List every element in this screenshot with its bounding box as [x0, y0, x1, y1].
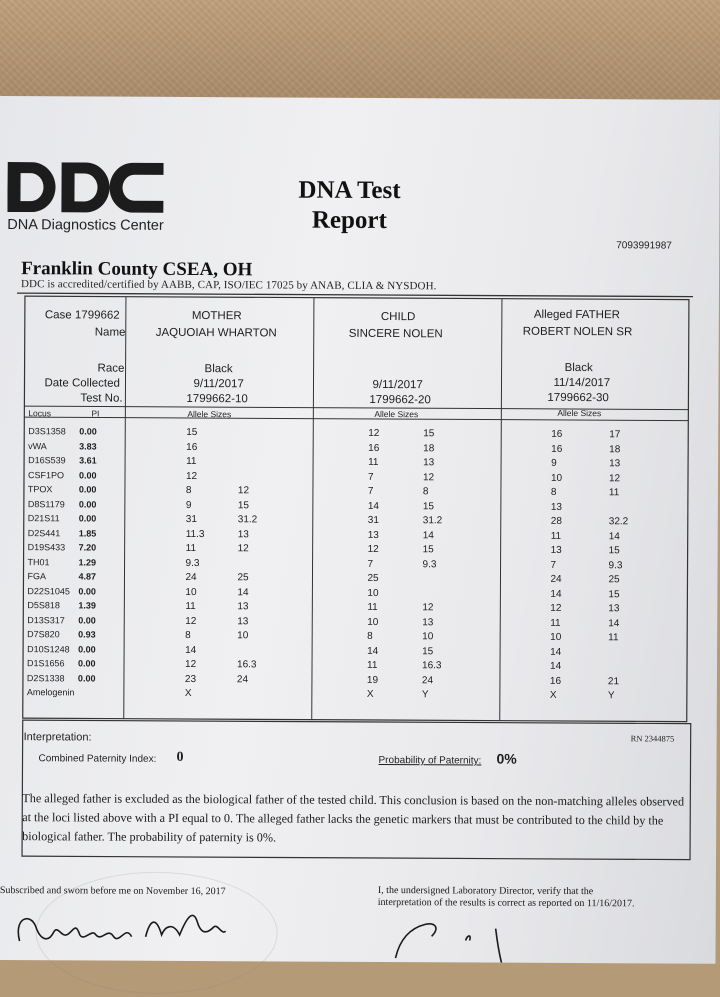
locus-name: Amelogenin — [26, 687, 75, 698]
father-allele-1: 16 — [551, 443, 563, 455]
child-allele-2: 8 — [422, 486, 429, 498]
child-allele-2: 13 — [422, 616, 434, 628]
father-date: 11/14/2017 — [553, 376, 611, 390]
carpet-background — [0, 0, 720, 100]
father-heading: Alleged FATHER — [533, 308, 620, 322]
locus-name: D7S820 — [27, 629, 60, 640]
locus-name: vWA — [28, 440, 47, 451]
father-allele-1: 14 — [550, 588, 562, 600]
mother-allele-2: 25 — [237, 572, 249, 584]
mother-allele-2: 13 — [237, 601, 249, 613]
name-label: Name — [94, 326, 126, 339]
mother-allele-1: 23 — [184, 673, 197, 685]
child-allele-1: 8 — [367, 630, 373, 642]
mother-allele-2: 24 — [236, 673, 249, 685]
child-allele-2: 13 — [423, 457, 435, 469]
mother-allele-1: 8 — [185, 484, 192, 497]
pi-col-header: PI — [91, 408, 100, 419]
father-allele-1: 7 — [550, 559, 557, 571]
mother-allele-1: 24 — [185, 571, 197, 584]
race-label: Race — [97, 362, 125, 375]
mother-allele-2: 13 — [237, 615, 249, 627]
father-allele-1: 10 — [550, 472, 563, 484]
report-paper — [0, 96, 720, 964]
father-allele-1: 11 — [550, 530, 562, 542]
pi-value: 0.00 — [78, 469, 97, 481]
pi-value: 1.39 — [78, 600, 96, 611]
test-no-label: Test No. — [80, 392, 123, 405]
pi-value: 0.93 — [78, 629, 96, 640]
pi-value: 1.29 — [78, 556, 97, 568]
father-allele-1: 10 — [550, 631, 562, 643]
father-allele-1: 14 — [549, 660, 562, 672]
locus-name: TPOX — [27, 484, 53, 495]
pi-value: 4.87 — [78, 571, 97, 582]
pi-value: 3.61 — [79, 455, 97, 466]
case-label: Case 1799662 — [44, 309, 120, 322]
pi-value: 0.00 — [77, 672, 96, 684]
mother-allele-1: 31 — [185, 513, 197, 526]
rn-number: RN 2344875 — [630, 733, 675, 744]
pi-value: 0.00 — [78, 658, 96, 669]
locus-name: D16S539 — [28, 455, 66, 466]
father-allele-1: 12 — [550, 602, 562, 614]
child-allele-2: 18 — [423, 442, 435, 454]
pi-value: 0.00 — [79, 426, 97, 437]
mother-allele-1: 12 — [185, 470, 198, 482]
child-allele-2: 16.3 — [421, 660, 442, 672]
child-allele-1: 11 — [367, 601, 378, 613]
mother-allele-1: 11 — [185, 542, 197, 555]
father-allele-2: 11 — [608, 632, 619, 644]
child-allele-2: 15 — [422, 500, 435, 512]
child-allele-1: 10 — [367, 587, 379, 599]
probability-value: 0% — [496, 750, 517, 767]
pi-value: 0.00 — [78, 498, 97, 510]
pi-value: 0.00 — [78, 614, 96, 626]
child-allele-2: 9.3 — [422, 558, 437, 570]
locus-col-header: Locus — [28, 408, 52, 419]
child-heading: CHILD — [380, 310, 416, 324]
father-allele-2: Y — [607, 690, 615, 702]
child-allele-1: 16 — [368, 442, 380, 454]
locus-name: D10S1248 — [27, 643, 70, 654]
father-allele-2: 12 — [608, 472, 621, 484]
mother-allele-2: 14 — [237, 586, 249, 598]
father-allele-2: 15 — [608, 545, 620, 557]
interpretation-text: The alleged father is excluded as the biological father of the tested child. This conclusion is based on the non-matching alleles observed at the loci listed above with a PI equal to 0. The alleged father lacks the genetic markers that must be contributed to the child by the biological father. The probability of paternity is 0%. — [22, 791, 685, 845]
child-allele-1: 7 — [367, 558, 374, 570]
document-number: 7093991987 — [616, 240, 672, 252]
date-collected-label: Date Collected — [44, 377, 120, 390]
child-name: SINCERE NOLEN — [348, 327, 443, 341]
pi-value: 0.00 — [78, 484, 97, 495]
accreditation-line: DDC is accredited/certified by AABB, CAP, ISO/IEC 17025 by ANAB, CLIA & NYSDOH. — [20, 278, 437, 293]
probability-label: Probability of Paternity: — [378, 754, 482, 767]
father-allele-1: 8 — [550, 486, 557, 498]
mother-allele-2: 16.3 — [236, 659, 257, 671]
cpi-value: 0 — [176, 749, 184, 765]
mother-allele-1: 10 — [185, 586, 197, 598]
mother-testno: 1799662-10 — [186, 392, 248, 406]
child-allele-1: 7 — [367, 471, 374, 483]
father-allele-2: 32.2 — [608, 516, 629, 528]
mother-race: Black — [204, 363, 233, 376]
pi-value: 0.00 — [78, 585, 96, 597]
child-allele-2: 12 — [422, 471, 435, 483]
father-allele-1: X — [549, 689, 557, 701]
interpretation-label: Interpretation: — [23, 731, 92, 744]
director-statement: I, the undersigned Laboratory Director, verify that the interpretation of the results is correct as reported on 11/16/2017. — [377, 884, 635, 910]
locus-name: D22S1045 — [27, 585, 70, 596]
pi-value: 3.83 — [79, 440, 97, 452]
father-allele-2: 25 — [608, 574, 620, 586]
locus-name: D1S1656 — [27, 658, 65, 669]
father-allele-2: 13 — [609, 458, 621, 470]
father-name: ROBERT NOLEN SR — [522, 325, 633, 339]
child-date: 9/11/2017 — [372, 378, 423, 392]
mother-allele-2: 12 — [237, 485, 250, 497]
child-allele-1: 19 — [366, 674, 379, 686]
mother-allele-1: 9 — [185, 499, 192, 511]
father-allele-2: 18 — [609, 443, 621, 455]
child-allele-1: 25 — [367, 572, 379, 584]
child-allele-header: Allele Sizes — [374, 408, 419, 420]
father-testno: 1799662-30 — [547, 391, 609, 405]
client-name: Franklin County CSEA, OH — [21, 258, 253, 281]
child-allele-1: 11 — [366, 659, 378, 671]
father-allele-header: Allele Sizes — [557, 407, 602, 419]
child-allele-2: 15 — [422, 544, 434, 556]
child-allele-1: 14 — [367, 500, 380, 512]
pi-value: 1.85 — [78, 527, 97, 539]
child-allele-1: X — [366, 688, 374, 700]
locus-name: D2S441 — [27, 527, 61, 538]
mother-allele-1: 16 — [186, 441, 198, 453]
child-allele-2: Y — [421, 689, 429, 701]
father-allele-1: 13 — [550, 501, 563, 513]
father-allele-2: 17 — [609, 429, 621, 441]
sworn-statement: Subscribed and sworn before me on November 16, 2017 — [0, 885, 226, 898]
child-allele-1: 11 — [368, 456, 379, 468]
father-allele-2: 11 — [608, 487, 620, 499]
mother-allele-1: 9.3 — [185, 557, 200, 569]
child-allele-2: 15 — [423, 428, 435, 440]
father-allele-2: 21 — [607, 675, 620, 687]
child-allele-2: 31.2 — [422, 515, 443, 527]
locus-name: D19S433 — [27, 542, 66, 553]
mother-allele-2: 12 — [237, 543, 249, 555]
father-allele-1: 14 — [550, 646, 562, 658]
locus-name: D2S1338 — [26, 672, 65, 683]
locus-name: D21S11 — [27, 513, 60, 524]
father-allele-2: 15 — [608, 588, 620, 600]
child-allele-1: 14 — [367, 645, 379, 657]
mother-allele-2: 13 — [237, 528, 249, 540]
logo-subtitle: DNA Diagnostics Center — [7, 217, 164, 234]
mother-allele-1: 15 — [186, 426, 198, 439]
father-allele-1: 16 — [549, 675, 562, 687]
child-allele-1: 7 — [367, 485, 374, 497]
father-allele-2: 13 — [608, 603, 620, 615]
father-allele-2: 14 — [608, 617, 620, 629]
child-allele-2: 24 — [421, 674, 434, 686]
mother-name: JAQUOIAH WHARTON — [155, 326, 277, 340]
mother-allele-1: 8 — [185, 629, 191, 642]
mother-allele-1: 12 — [185, 615, 197, 627]
report-title: DNA Test Report — [298, 176, 401, 235]
child-allele-2: 12 — [422, 602, 434, 614]
father-race: Black — [564, 361, 593, 375]
locus-name: D8S1179 — [27, 498, 65, 509]
child-allele-2: 14 — [422, 529, 434, 541]
father-allele-1: 24 — [550, 573, 562, 585]
locus-name: TH01 — [27, 556, 50, 567]
signatures — [0, 96, 720, 964]
mother-allele-1: 11 — [185, 600, 196, 613]
mother-allele-1: 11 — [186, 455, 197, 468]
locus-name: CSF1PO — [27, 469, 65, 480]
child-allele-1: 10 — [367, 616, 379, 628]
pi-value: 0.00 — [78, 643, 96, 655]
mother-allele-2: 10 — [237, 630, 249, 642]
mother-heading: MOTHER — [191, 310, 242, 323]
child-allele-2: 10 — [422, 631, 434, 643]
mother-allele-2: 31.2 — [237, 514, 258, 526]
mother-allele-1: 12 — [184, 658, 197, 671]
child-allele-1: 13 — [367, 529, 379, 541]
locus-name: D13S317 — [27, 614, 65, 625]
child-allele-2: 15 — [422, 645, 434, 657]
pi-value: 7.20 — [78, 542, 97, 553]
mother-allele-1: X — [184, 687, 192, 700]
mother-allele-1: 11.3 — [185, 528, 205, 540]
child-allele-1: 12 — [368, 427, 380, 439]
mother-date: 9/11/2017 — [193, 378, 244, 391]
father-allele-1: 9 — [551, 457, 557, 469]
father-allele-1: 16 — [551, 428, 563, 440]
father-allele-1: 11 — [550, 617, 561, 629]
mother-allele-2: 15 — [237, 499, 250, 511]
pi-value: 0.00 — [78, 513, 97, 524]
father-allele-1: 13 — [550, 544, 562, 556]
mother-allele-1: 14 — [185, 644, 197, 656]
child-allele-1: 31 — [367, 514, 379, 526]
locus-name: FGA — [27, 571, 47, 582]
child-testno: 1799662-20 — [369, 393, 431, 407]
locus-name: D5S818 — [27, 600, 60, 611]
cpi-label: Combined Paternity Index: — [38, 753, 157, 765]
locus-name: D3S1358 — [28, 426, 66, 437]
mother-allele-header: Allele Sizes — [187, 408, 232, 420]
child-allele-1: 12 — [367, 543, 379, 555]
father-allele-2: 14 — [608, 530, 620, 542]
father-allele-2: 9.3 — [608, 559, 623, 571]
father-allele-1: 28 — [550, 515, 562, 527]
